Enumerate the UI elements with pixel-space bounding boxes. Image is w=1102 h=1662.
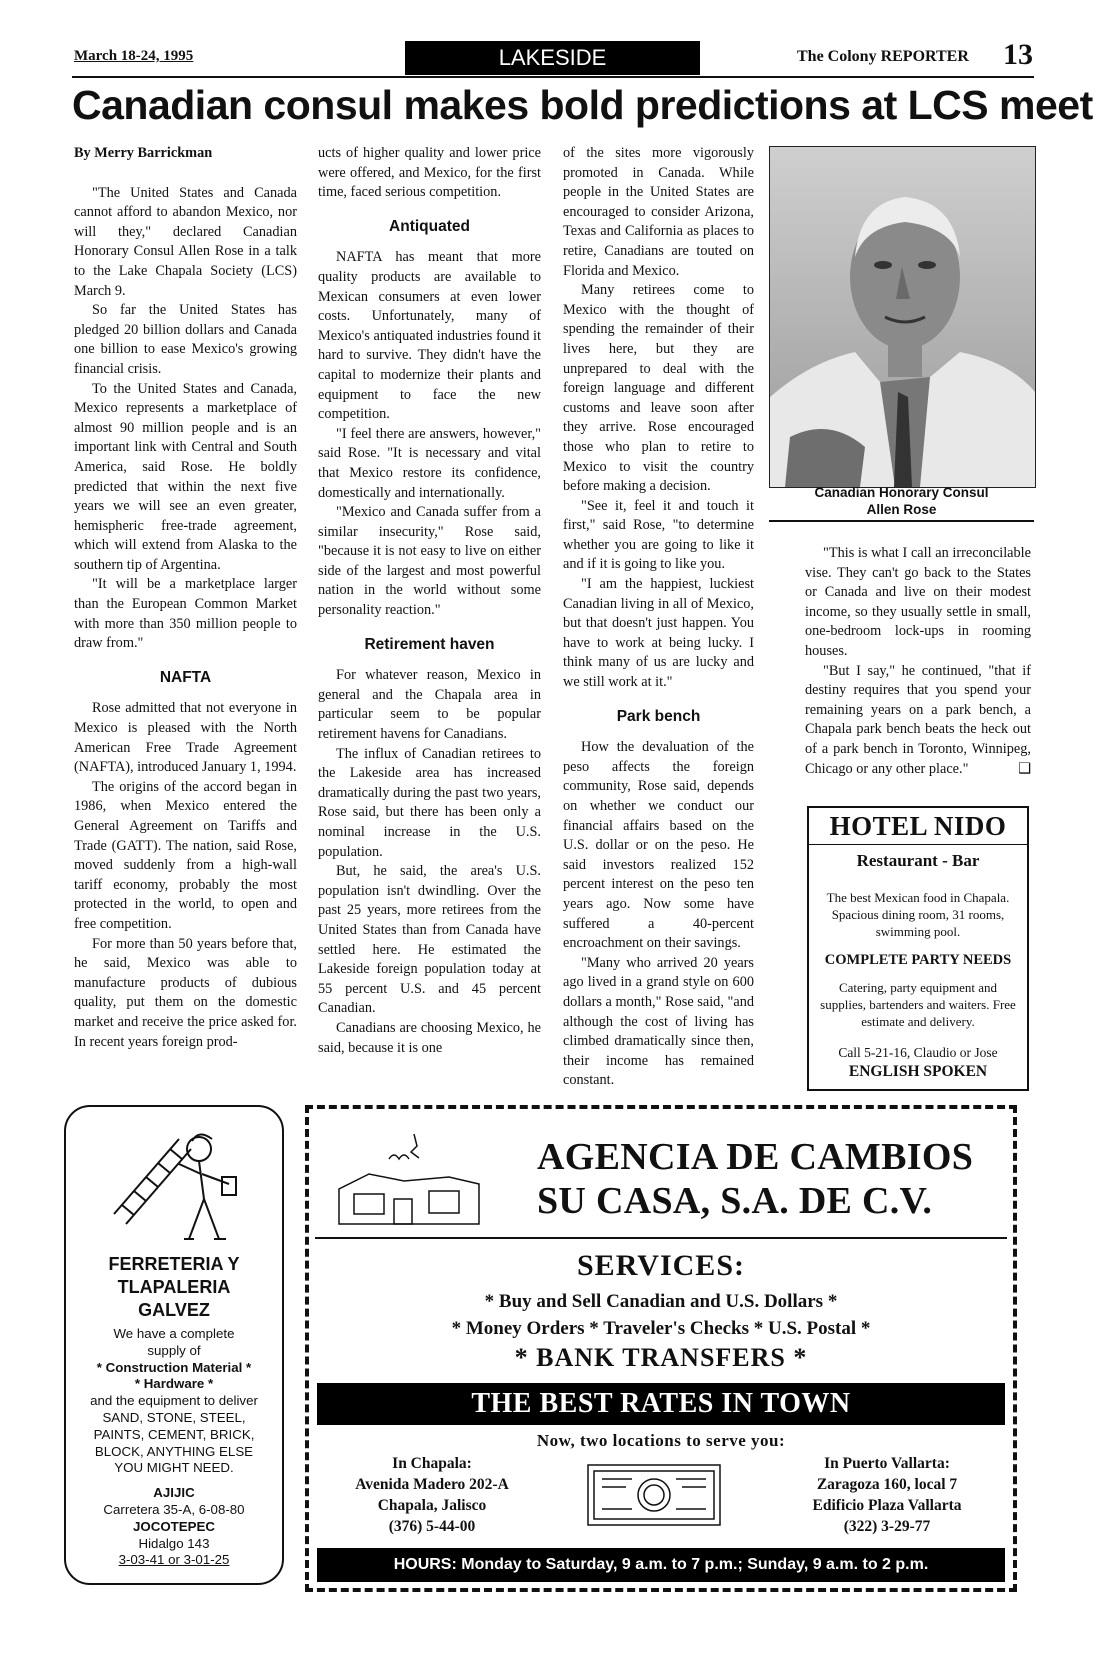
- service-line: * Money Orders * Traveler's Checks * U.S. Postal *: [451, 1318, 871, 1339]
- cambio-divider: [315, 1237, 1007, 1239]
- paragraph: Rose admitted that not everyone in Mexico is pleased with the North American Free Trade Agreement (NAFTA), introduced January 1, 1994.: [74, 700, 297, 776]
- paragraph: So far the United States has pledged 20 billion dollars and Canada one billion to ease Mexico's growing financial crisis.: [74, 302, 297, 377]
- photo-caption: [769, 484, 1034, 522]
- subhead-retirement-haven: Retirement haven: [364, 635, 495, 653]
- byline: By Merry Barrickman: [74, 145, 213, 161]
- issue-date: March 18-24, 1995: [74, 48, 194, 64]
- paragraph: of the sites more vigorously promoted in Canada. While people in the United States are encouraged to consider Arizona, Texas and California as places to retire, Canadians are touted on Florida and Mexico.: [563, 145, 754, 279]
- page-number: 13: [1003, 38, 1033, 71]
- store-text: supply of: [147, 1342, 201, 1358]
- service-line: * Buy and Sell Canadian and U.S. Dollars *: [484, 1291, 838, 1312]
- paragraph: "I am the happiest, luckiest Canadian living in all of Mexico, but that doesn't just happen. You have to work at being lucky. I think many of us are lucky and we still work at it.": [563, 576, 754, 691]
- paragraph: "Many who arrived 20 years ago lived in a grand style on 600 dollars a month," Rose said, "and although the cost of living has climbed dramatically since then, their income has remained constant.: [563, 954, 754, 1089]
- handyman-with-ladder-icon: [104, 1119, 244, 1249]
- hotel-subtitle: Restaurant - Bar: [856, 851, 980, 870]
- article-column-3: [563, 144, 754, 1091]
- location-building: Edificio Plaza Vallarta: [812, 1497, 962, 1514]
- store-name: [66, 1253, 282, 1322]
- hotel-english-spoken: ENGLISH SPOKEN: [848, 1063, 988, 1080]
- paper-name: The Colony REPORTER: [797, 48, 969, 65]
- section-label: LAKESIDE: [405, 41, 700, 75]
- end-mark-icon: ❑: [1018, 760, 1031, 777]
- paragraph: "See it, feel it and touch it first," said Rose, "to determine whether you are going to like it and if it is going to like you.: [563, 497, 754, 573]
- subhead-park-bench: Park bench: [616, 707, 701, 725]
- paragraph: NAFTA has meant that more quality products are available to Mexican consumers at even lower costs. Unfortunately, many of Mexico's antiquated industries found it hard to survive. They didn't have the capital to modernize their plants and equipment to face the new competition.: [318, 249, 541, 423]
- store-text: BLOCK, ANYTHING ELSE: [94, 1443, 254, 1459]
- cambio-title: [537, 1135, 973, 1223]
- banknote-icon: [584, 1461, 724, 1529]
- hotel-name: HOTEL NIDO: [809, 811, 1027, 845]
- hotel-phone: Call 5-21-16, Claudio or Jose: [838, 1045, 998, 1060]
- store-address: Hidalgo 143: [138, 1535, 210, 1551]
- article-column-2: [318, 144, 541, 1058]
- puerto-vallarta-location: [777, 1453, 997, 1537]
- paragraph: "The United States and Canada cannot afford to abandon Mexico, nor will they," declared Canadian Honorary Consul Allen Rose in a talk to the Lake Chapala Society (LCS) March 9.: [74, 184, 297, 299]
- paragraph: "Mexico and Canada suffer from a similar insecurity," Rose said, "because it is not easy to live on either side of the largest and most powerful nation in the world without some personality reaction.": [318, 504, 541, 619]
- store-name-line: FERRETERIA Y: [108, 1254, 240, 1274]
- cambio-title-line: AGENCIA DE CAMBIOS: [537, 1136, 974, 1178]
- best-rates-banner: THE BEST RATES IN TOWN: [317, 1383, 1005, 1425]
- paragraph: "I feel there are answers, however," said Rose. "It is necessary and vital that Mexico restore its confidence, domestically and internationally.: [318, 425, 541, 501]
- chapala-location: [327, 1453, 537, 1537]
- service-line: * BANK TRANSFERS *: [514, 1343, 808, 1372]
- store-address: Carretera 35-A, 6-08-80: [103, 1501, 245, 1517]
- cambio-title-line: SU CASA, S.A. DE C.V.: [537, 1180, 933, 1222]
- paragraph: Canadians are choosing Mexico, he said, because it is one: [318, 1019, 541, 1056]
- paragraph-text: "But I say," he continued, "that if destiny requires that you spend your remaining years on a park bench, a Chapala park bench beats the heck out of a park bench in Toronto, Winnipeg, Chicago or any other place.": [805, 662, 1031, 777]
- consul-photo: [769, 146, 1036, 488]
- paragraph: [805, 662, 1031, 780]
- location-address: Avenida Madero 202-A: [355, 1476, 509, 1493]
- store-text: * Hardware *: [134, 1376, 214, 1392]
- hotel-party-needs: COMPLETE PARTY NEEDS: [824, 952, 1012, 968]
- paragraph: ucts of higher quality and lower price were offered, and Mexico, for the first time, faced serious competition.: [318, 145, 541, 201]
- article-column-4: [805, 544, 1031, 779]
- location-phone: (322) 3-29-77: [843, 1518, 931, 1535]
- caption-line: Canadian Honorary Consul: [814, 485, 989, 500]
- caption-line: Allen Rose: [866, 502, 937, 517]
- cambio-ad: [305, 1105, 1017, 1592]
- paragraph: For whatever reason, Mexico in general and the Chapala area in particular seem to be popular retirement havens for Canadians.: [318, 667, 541, 743]
- paragraph: Many retirees come to Mexico with the thought of spending the remainder of their lives here, but they are unprepared to deal with the foreign language and different customs and leave soon after they arrive. Rose encouraged those who plan to retire to Mexico to visit the country before making a decision.: [563, 282, 754, 495]
- location-title: In Puerto Vallarta:: [824, 1455, 950, 1472]
- ferreteria-ad: [64, 1105, 284, 1585]
- portrait-image: [770, 147, 1035, 487]
- location-address: Zaragoza 160, local 7: [816, 1476, 958, 1493]
- paragraph: But, he said, the area's U.S. population isn't dwindling. Over the past 25 years, more retirees from the United States than from Canada have settled here. He estimated the Lakeside foreign population today at 55 percent U.S. and 45 percent Canadian.: [318, 863, 541, 1017]
- paragraph: "It will be a marketplace larger than the European Common Market with more than 350 million people to draw from.": [74, 576, 297, 652]
- masthead-rule: [72, 76, 1034, 78]
- store-text: and the equipment to deliver: [90, 1393, 258, 1409]
- hotel-services: Catering, party equipment and supplies, bartenders and waiters. Free estimate and delivery.: [820, 980, 1016, 1029]
- paragraph: The influx of Canadian retirees to the Lakeside area has increased dramatically during the past two years, Rose said, but there has been only a nominal increase in the U.S. population.: [318, 745, 541, 860]
- store-name-line: GALVEZ: [138, 1300, 210, 1320]
- store-name-line: TLAPALERIA: [117, 1277, 231, 1297]
- services-heading: SERVICES:: [577, 1249, 745, 1282]
- location-city: Chapala, Jalisco: [377, 1497, 487, 1514]
- store-text: We have a complete: [113, 1326, 235, 1341]
- house-sketch-icon: [329, 1129, 489, 1229]
- paragraph: How the devaluation of the peso affects the foreign community, Rose said, depends on whether we conduct our financial affairs based on the U.S. dollar or on the peso. He said investors realized 152 percent interest on the peso ten years ago. Now some have suffered a 40-percent encroachment on their savings.: [563, 739, 754, 952]
- paragraph: "This is what I call an irreconcilable vise. They can't go back to the States or Canada and live on their modest income, so they usually settle in small, one-bedroom lock-ups in rooming houses.: [805, 545, 1031, 659]
- paragraph: For more than 50 years before that, he said, Mexico was able to manufacture products of dubious quality, put them on the domestic market and receive the price asked for. In recent years foreign prod-: [74, 935, 297, 1050]
- article-column-1: [74, 144, 297, 1052]
- store-text: YOU MIGHT NEED.: [114, 1460, 234, 1476]
- subhead-nafta: NAFTA: [159, 668, 212, 686]
- headline: Canadian consul makes bold predictions at LCS meet: [72, 82, 1093, 128]
- hours-banner: HOURS: Monday to Saturday, 9 a.m. to 7 p.m.; Sunday, 9 a.m. to 2 p.m.: [317, 1548, 1005, 1582]
- store-phones: 3-03-41 or 3-01-25: [118, 1552, 230, 1568]
- store-text: PAINTS, CEMENT, BRICK,: [93, 1426, 255, 1442]
- paragraph: The origins of the accord began in 1986, when Mexico entered the General Agreement on Tariffs and Trade (GATT). The nation, said Rose, moved suddenly from a high-wall tariff economy, probably the most protected in the world, to open and free competition.: [74, 778, 297, 932]
- store-town: JOCOTEPEC: [132, 1518, 215, 1534]
- hotel-description: The best Mexican food in Chapala. Spacious dining room, 31 rooms, swimming pool.: [826, 890, 1010, 939]
- paragraph: To the United States and Canada, Mexico represents a marketplace of almost 90 million people and is an important link with Central and South America, said Rose. He boldly predicted that within the next five years we will see an even greater, hemispheric free-trade agreement, which will extend from Alaska to the southern tip of Argentina.: [74, 380, 297, 573]
- subhead-antiquated: Antiquated: [389, 217, 470, 235]
- store-town: AJIJIC: [153, 1485, 195, 1501]
- location-title: In Chapala:: [392, 1455, 472, 1472]
- locations-line: Now, two locations to serve you:: [536, 1431, 786, 1450]
- location-phone: (376) 5-44-00: [388, 1518, 476, 1535]
- store-text: SAND, STONE, STEEL,: [102, 1409, 246, 1425]
- hotel-nido-ad: [807, 806, 1029, 1091]
- store-text: * Construction Material *: [96, 1359, 252, 1375]
